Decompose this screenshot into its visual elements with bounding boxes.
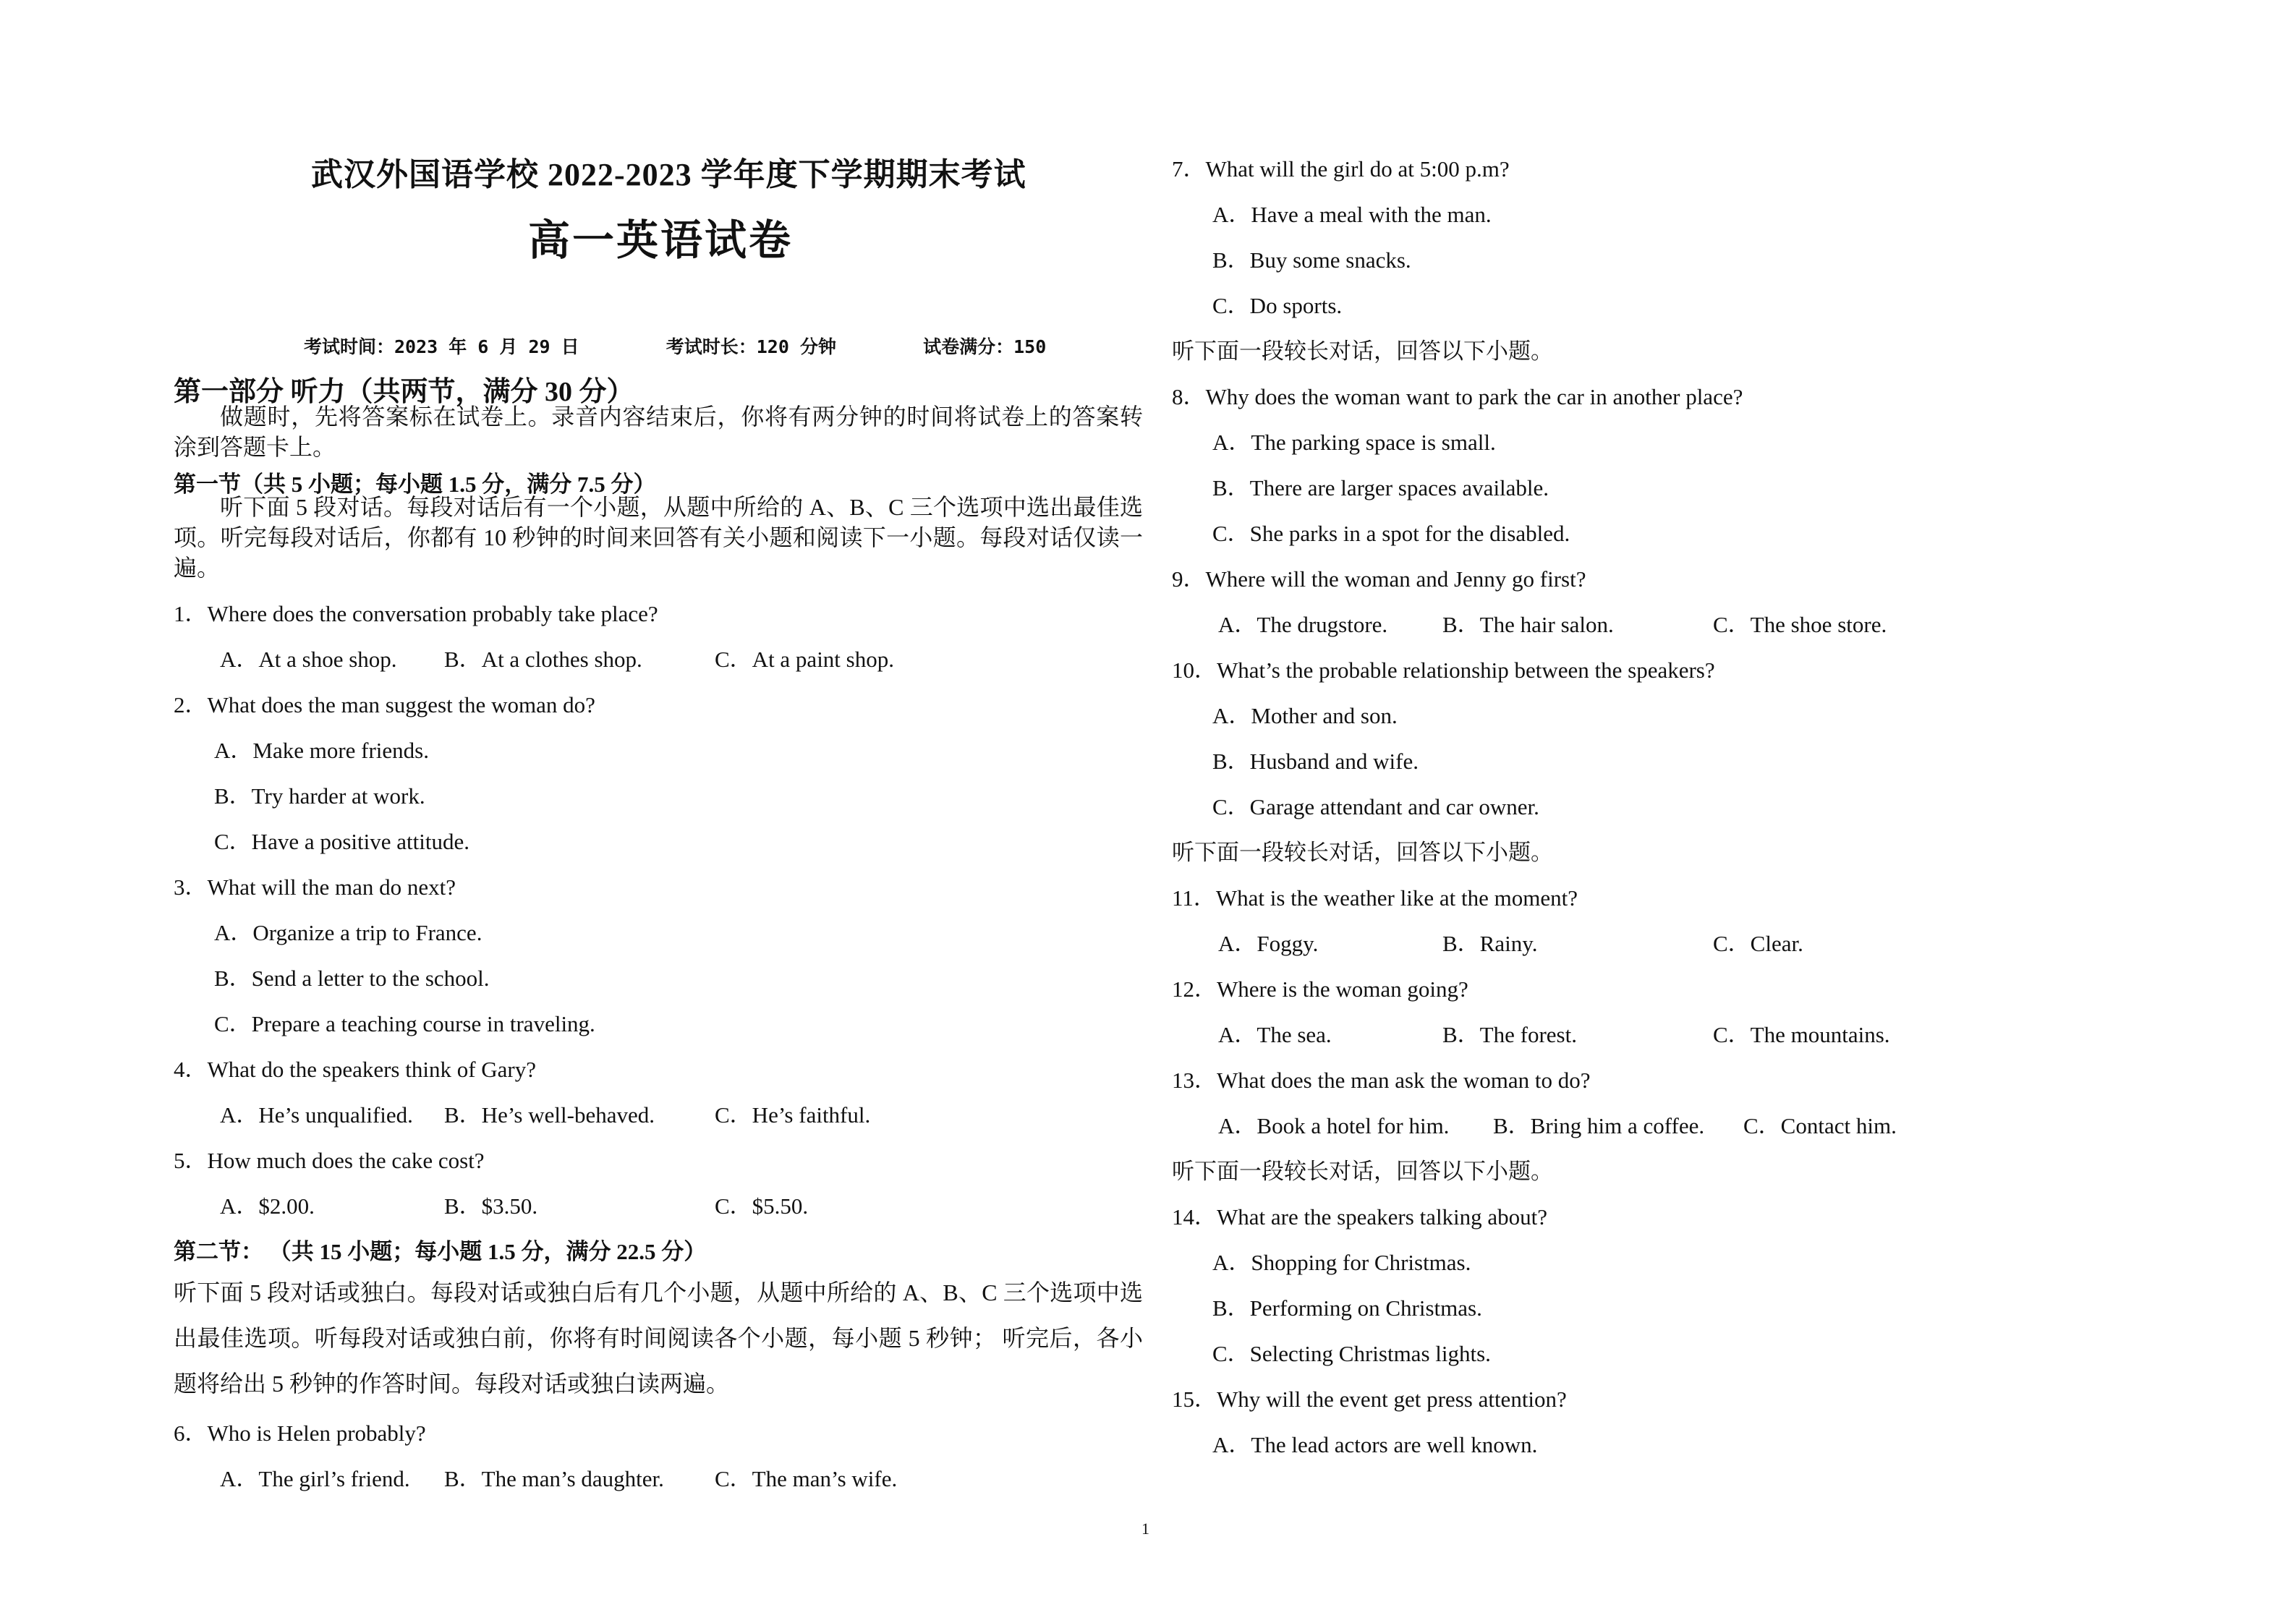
question-3-option-c[interactable]: C．Prepare a teaching course in traveling. [214,1011,595,1036]
option-b[interactable]: B．Bring him a coffee. [1493,1113,1705,1138]
question-10-option-c[interactable]: C．Garage attendant and car owner. [1212,794,1539,819]
option-a[interactable]: A．Foggy. [1218,931,1319,956]
question-14-option-a[interactable]: A．Shopping for Christmas. [1212,1250,1471,1275]
question-9-options [1218,606,1887,639]
question-6-options [220,1460,897,1493]
question-2-option-b[interactable]: B．Try harder at work. [214,783,425,809]
question-2-option-c[interactable]: C．Have a positive attitude. [214,829,469,854]
option-c[interactable]: C．The mountains. [1713,1022,1890,1047]
question-1-stem: 1．Where does the conversation probably take place? [174,601,658,626]
option-a[interactable]: A．Book a hotel for him. [1218,1113,1450,1138]
question-13-stem: 13．What does the man ask the woman to do? [1172,1068,1591,1093]
option-b[interactable]: B．At a clothes shop. [444,647,642,672]
question-2-option-a[interactable]: A．Make more friends. [214,738,429,763]
question-8-option-a[interactable]: A．The parking space is small. [1212,430,1496,455]
dialogue-instruction-2: 听下面一段较长对话，回答以下小题。 [1172,840,1553,865]
part1-heading: 第一部分 听力（共两节，满分 30 分） [174,377,634,407]
question-11-options [1218,925,1803,958]
question-3-option-a[interactable]: A．Organize a trip to France. [214,920,482,945]
option-a[interactable]: A．$2.00. [220,1193,315,1219]
option-a[interactable]: A．The drugstore. [1218,612,1388,637]
question-14-option-c[interactable]: C．Selecting Christmas lights. [1212,1341,1491,1366]
option-c[interactable]: C．He’s faithful. [715,1102,871,1128]
question-11-stem: 11．What is the weather like at the moment? [1172,885,1578,911]
question-12-stem: 12．Where is the woman going? [1172,976,1468,1002]
option-c[interactable]: C．Clear. [1713,931,1803,956]
question-14-option-b[interactable]: B．Performing on Christmas. [1212,1295,1482,1321]
question-8-option-b[interactable]: B．There are larger spaces available. [1212,475,1549,500]
option-b[interactable]: B．He’s well-behaved. [444,1102,655,1128]
full-score: 试卷满分：150 [923,336,1047,357]
question-5-stem: 5．How much does the cake cost? [174,1148,485,1173]
option-a[interactable]: A．At a shoe shop. [220,647,397,672]
question-7-option-a[interactable]: A．Have a meal with the man. [1212,202,1492,227]
option-c[interactable]: C．Contact him. [1743,1113,1897,1138]
question-7-stem: 7．What will the girl do at 5:00 p.m? [1172,156,1510,182]
question-10-stem: 10．What’s the probable relationship between the speakers? [1172,657,1715,683]
question-15-option-a[interactable]: A．The lead actors are well known. [1212,1432,1538,1457]
question-10-option-a[interactable]: A．Mother and son. [1212,703,1398,728]
option-b[interactable]: B．$3.50. [444,1193,538,1219]
option-a[interactable]: A．The sea. [1218,1022,1332,1047]
option-c[interactable]: C．The shoe store. [1713,612,1887,637]
question-10-option-b[interactable]: B．Husband and wife. [1212,749,1419,774]
question-9-stem: 9．Where will the woman and Jenny go first? [1172,566,1586,592]
page-number: 1 [1141,1520,1149,1538]
question-7-option-c[interactable]: C．Do sports. [1212,293,1343,318]
paper-title: 高一英语试卷 [528,217,794,264]
question-7-option-b[interactable]: B．Buy some snacks. [1212,247,1411,273]
question-8-stem: 8．Why does the woman want to park the car in another place? [1172,384,1743,409]
option-c[interactable]: C．The man’s wife. [715,1466,898,1491]
question-13-options [1218,1107,1897,1140]
question-1-options [220,641,894,673]
question-15-stem: 15．Why will the event get press attention? [1172,1386,1567,1412]
option-b[interactable]: B．The hair salon. [1442,612,1614,637]
school-title: 武汉外国语学校 2022-2023 学年度下学期期末考试 [311,157,1026,192]
option-c[interactable]: C．$5.50. [715,1193,809,1219]
question-4-stem: 4．What do the speakers think of Gary? [174,1057,537,1082]
section2-intro: 听下面 5 段对话或独白。每段对话或独白后有几个小题，从题中所给的 A、B、C 三个选项中选出最佳选项。听每段对话或独白前，你将有时间阅读各个小题，每小题 5 秒钟； 听完后，各小题将给出 5 秒钟的作答时间。每段对话或独白读两遍。 [174,1279,1143,1397]
dialogue-instruction-3: 听下面一段较长对话，回答以下小题。 [1172,1159,1553,1184]
exam-info [304,333,1046,359]
section2-heading: 第二节： （共 15 小题；每小题 1.5 分，满分 22.5 分） [174,1239,707,1264]
option-b[interactable]: B．The forest. [1442,1022,1577,1047]
question-8-option-c[interactable]: C．She parks in a spot for the disabled. [1212,521,1570,546]
question-5-options [220,1188,808,1220]
question-2-stem: 2．What does the man suggest the woman do? [174,692,595,717]
option-b[interactable]: B．The man’s daughter. [444,1466,664,1491]
question-12-options [1218,1016,1890,1049]
option-a[interactable]: A．The girl’s friend. [220,1466,410,1491]
question-14-stem: 14．What are the speakers talking about? [1172,1204,1548,1230]
question-6-stem: 6．Who is Helen probably? [174,1420,426,1446]
exam-duration: 考试时长：120 分钟 [666,336,836,357]
option-c[interactable]: C．At a paint shop. [715,647,894,672]
question-3-option-b[interactable]: B．Send a letter to the school. [214,966,490,991]
part1-intro: 做题时，先将答案标在试卷上。录音内容结束后，你将有两分钟的时间将试卷上的答案转涂到答题卡上。 [174,404,1143,460]
option-b[interactable]: B．Rainy. [1442,931,1538,956]
section1-heading: 第一节（共 5 小题；每小题 1.5 分，满分 7.5 分） [174,472,656,497]
question-4-options [220,1096,870,1129]
dialogue-instruction-1: 听下面一段较长对话，回答以下小题。 [1172,338,1553,364]
option-a[interactable]: A．He’s unqualified. [220,1102,413,1128]
exam-date: 考试时间：2023 年 6 月 29 日 [304,336,579,357]
section1-intro: 听下面 5 段对话。每段对话后有一个小题，从题中所给的 A、B、C 三个选项中选出最佳选项。听完每段对话后，你都有 10 秒钟的时间来回答有关小题和阅读下一小题。每段对话仅读一遍。 [174,494,1143,581]
question-3-stem: 3．What will the man do next? [174,874,456,900]
